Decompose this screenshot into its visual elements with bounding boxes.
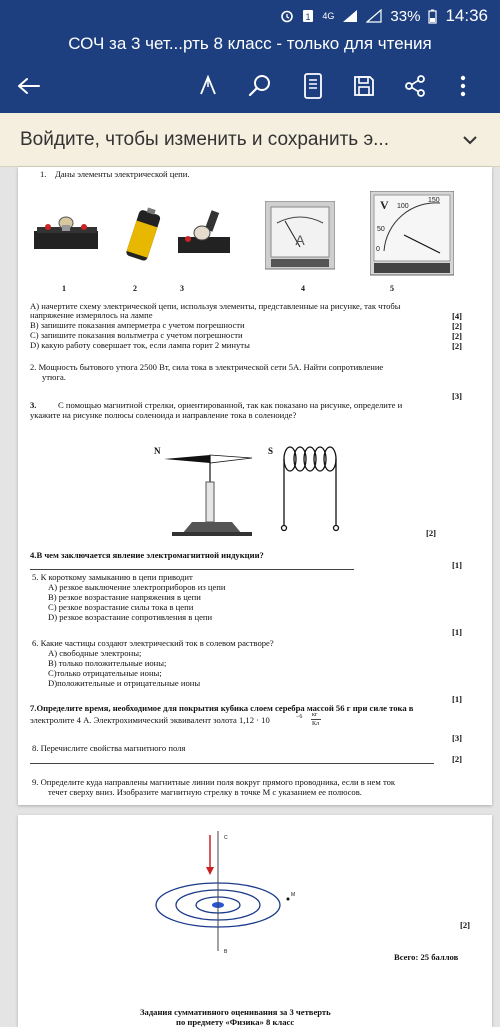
q4-score: [1]	[451, 560, 462, 570]
q5-option-b: B) резкое возрастание напряжения в цепи	[48, 592, 201, 602]
q3-score: [2]	[425, 528, 436, 538]
share-button[interactable]	[400, 71, 430, 101]
compass-south-label: S	[268, 446, 274, 456]
footer-line2: по предмету «Физика» 8 класс	[176, 1017, 295, 1027]
voltmeter-tick-150: 150	[428, 197, 440, 204]
q1-label-2: 2	[133, 284, 137, 293]
alarm-icon	[280, 9, 294, 23]
compass-solenoid-figure	[142, 442, 342, 542]
sign-in-banner[interactable]	[0, 113, 500, 167]
back-arrow-icon	[17, 76, 41, 96]
battery-component-image	[122, 205, 162, 267]
q6-option-a: A) свободные электроны;	[48, 648, 142, 658]
mobile-view-icon	[303, 73, 323, 99]
q1-part-a-line2: напряжение измерялось на лампе	[30, 310, 153, 320]
q5-score: [1]	[451, 627, 462, 637]
compass-north-label: N	[154, 446, 161, 456]
q8-score: [2]	[451, 754, 462, 764]
more-button[interactable]	[448, 71, 478, 101]
q1-part-a-line1: A) начертите схему электрической цепи, используя элементы, представленные на рисунке, так чтобы	[30, 301, 401, 311]
share-icon	[403, 74, 427, 98]
lamp-component-image	[32, 211, 104, 253]
q3-number: 3.	[30, 400, 37, 410]
voltmeter-tick-100: 100	[397, 203, 409, 210]
signal-icon-2	[366, 9, 382, 23]
q5-option-c: C) резкое возрастание силы тока в цепи	[48, 602, 194, 612]
q2-line2: утюга.	[42, 372, 66, 382]
search-icon	[248, 74, 272, 98]
toolbar	[0, 59, 500, 113]
reading-mode-button[interactable]	[298, 71, 328, 101]
battery-percent: 33%	[390, 7, 421, 25]
pen-icon	[197, 74, 219, 98]
document-page-2	[18, 815, 492, 1027]
q7-unit-numerator: кг	[312, 712, 318, 718]
save-button[interactable]	[349, 71, 379, 101]
voltmeter-tick-0: 0	[376, 246, 380, 253]
q1-label-1: 1	[62, 284, 66, 293]
q1-label-5: 5	[390, 284, 394, 293]
q8-answer-line	[30, 763, 434, 764]
q2-score: [3]	[451, 391, 462, 401]
voltmeter-tick-50: 50	[377, 226, 385, 233]
q4-answer-line	[30, 569, 354, 570]
straight-conductor-field-figure	[148, 831, 308, 961]
network-type: 4G	[322, 11, 335, 21]
solenoid-coil	[282, 447, 339, 531]
document-page-1	[18, 167, 492, 805]
q6-score: [1]	[451, 694, 462, 704]
q7-unit-denominator: Кл	[312, 721, 319, 727]
q1-part-b: B) запишите показания амперметра с учетом погрешности	[30, 320, 245, 330]
q6-title: 6. Какие частицы создают электрический ток в солевом растворе?	[32, 638, 274, 648]
footer-line1: Задания суммативного оценивания за 3 четверть	[140, 1007, 331, 1017]
status-bar	[0, 0, 500, 33]
conductor-top-label: C	[224, 835, 228, 841]
q1-part-c-score: [2]	[451, 331, 462, 341]
svg-text:1: 1	[305, 12, 311, 22]
total-score: Всего: 25 баллов	[394, 952, 459, 962]
q9-line1: 9. Определите куда направлены магнитные линии поля вокруг прямого проводника, если в нем ток	[32, 777, 396, 787]
search-button[interactable]	[245, 71, 275, 101]
q1-number: 1.	[40, 169, 47, 179]
q1-text: Даны элементы электрической цепи.	[55, 169, 190, 179]
q5-option-a: A) резкое выключение электроприборов из цепи	[48, 582, 226, 592]
q1-part-a-score: [4]	[451, 311, 462, 321]
q7-line2: электролите 4 А. Электрохимический эквивалент золота 1,12 · 10	[30, 715, 270, 725]
q1-part-d: D) какую работу совершает ток, если лампа горит 2 минуты	[30, 340, 250, 350]
q3-line2: укажите на рисунке полюсы соленоида и направление тока в соленоиде?	[30, 410, 297, 420]
q5-title: 5. К короткому замыканию в цепи приводит	[32, 572, 193, 582]
lamp-holder-component-image	[174, 207, 234, 257]
q3-line1: С помощью магнитной стрелки, ориентированной, так как показано на рисунке, определите и	[58, 400, 403, 410]
ammeter-letter: A	[295, 232, 305, 248]
back-button[interactable]	[14, 71, 44, 101]
point-m-label: M	[291, 892, 296, 898]
conductor-bottom-label: B	[224, 949, 228, 955]
chevron-down-icon	[462, 135, 478, 145]
q7-score: [3]	[451, 733, 462, 743]
ammeter-image	[265, 201, 335, 271]
draw-button[interactable]	[193, 71, 223, 101]
q1-part-b-score: [2]	[451, 321, 462, 331]
save-icon	[352, 74, 376, 98]
status-icons	[280, 6, 488, 26]
q4-text: 4.В чем заключается явление электромагнитной индукции?	[30, 550, 264, 560]
sim-icon	[302, 9, 314, 23]
clock: 14:36	[445, 6, 488, 25]
q7-exponent: −6	[296, 714, 303, 720]
q8-text: 8. Перечислите свойства магнитного поля	[32, 743, 186, 753]
document-title: СОЧ за 3 чет...рть 8 класс - только для чтения	[0, 33, 500, 59]
voltmeter-image	[370, 191, 454, 277]
battery-icon	[428, 9, 437, 24]
signal-icon	[342, 9, 358, 23]
q7-line1: 7.Определите время, необходимое для покрытия кубика слоем серебра массой 56 г при силе тока в	[30, 703, 414, 713]
q1-label-4: 4	[301, 284, 305, 293]
q5-option-d: D) резкое возрастание сопротивления в цепи	[48, 612, 213, 622]
q9-line2: течет сверху вниз. Изобразите магнитную стрелку в точке М с указанием ее полюсов.	[48, 787, 362, 797]
voltmeter-letter: V	[380, 198, 389, 212]
q1-part-d-score: [2]	[451, 341, 462, 351]
banner-text: Войдите, чтобы изменить и сохранить э...	[20, 129, 389, 150]
q6-option-b: B) только положительные ионы;	[48, 658, 167, 668]
q1-part-c: C) запишите показания вольтметра с учетом погрешности	[30, 330, 243, 340]
q2-line1: 2. Мощность бытового утюга 2500 Вт, сила тока в электрической сети 5А. Найти сопротивление	[30, 362, 384, 372]
q6-option-d: D)положительные и отрицательные ионы	[48, 678, 201, 688]
q9-score: [2]	[459, 920, 470, 930]
banner-expand-button[interactable]	[462, 113, 478, 167]
more-vertical-icon	[459, 74, 467, 98]
q6-option-c: C)только отрицательные ионы;	[48, 668, 162, 678]
q1-label-3: 3	[180, 284, 184, 293]
